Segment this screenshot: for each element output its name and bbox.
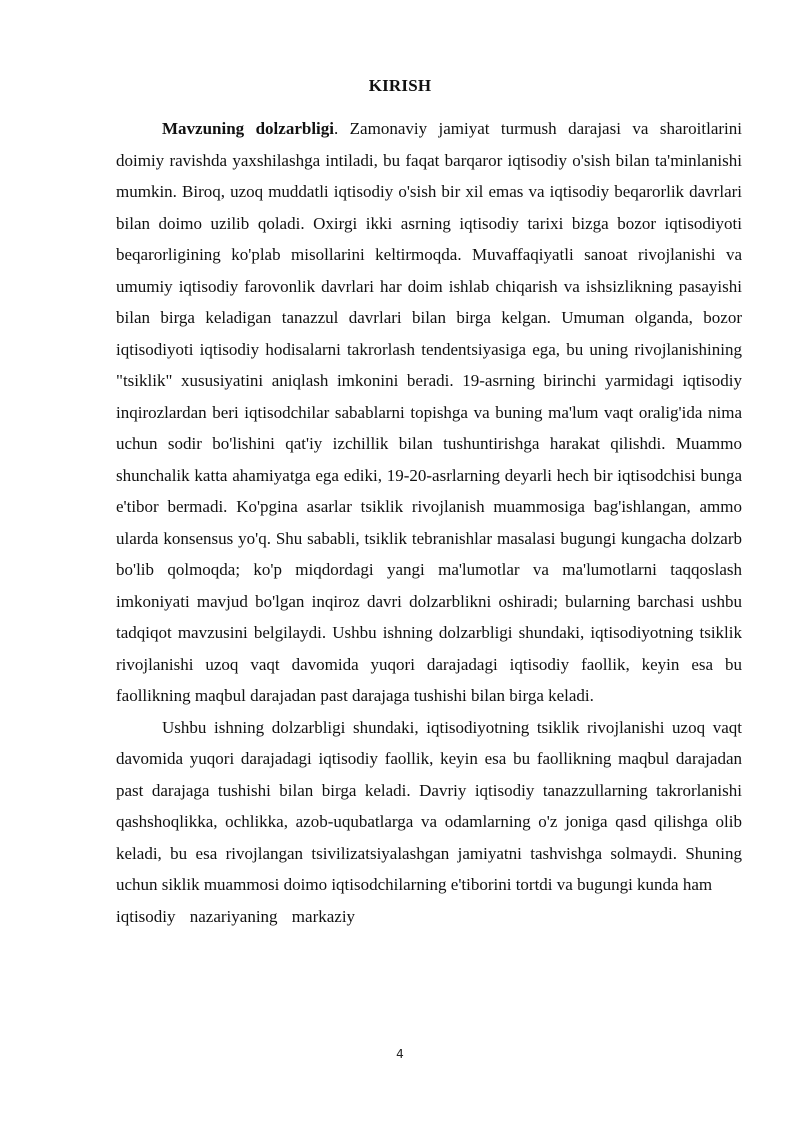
paragraph-1: [116, 113, 742, 712]
paragraph-1-text: Zamonaviy jamiyat turmush darajasi va sharoitlarini doimiy ravishda yaxshilashga intiladi, bu faqat barqaror iqtisodiy o'sish bilan ta'minlanishi mumkin. Biroq, uzoq muddatli iqtisodiy o'sish bir xil emas va iqtisodiy beqarorlik davrlari bilan doimo uzilib qoladi. Oxirgi ikki asrning iqtisodiy tarixi bizga bozor iqtisodiyoti beqarorligining ko'plab misollarini keltirmoqda. Muvaffaqiyatli sanoat rivojlanishi va umumiy iqtisodiy farovonlik davrlari har doim ishlab chiqarish va ishsizlikning pasayishi bilan birga keladigan tanazzul davrlari bilan birga kelgan. Umuman olganda, bozor iqtisodiyoti iqtisodiy hodisalarni takrorlash tendentsiyasiga ega, bu uning rivojlanishining "tsiklik" xususiyatini aniqlash imkonini beradi. 19-asrning birinchi yarmidagi iqtisodiy inqirozlardan beri iqtisodchilar sabablarni topishga va buning ma'lum vaqt oralig'ida nima uchun sodir bo'lishini qat'iy izchillik bilan tushuntirishga harakat qilishdi. Muammo shunchalik katta ahamiyatga ega ediki, 19-20-asrlarning deyarli hech bir iqtisodchisi bunga e'tibor bermadi. Ko'pgina asarlar tsiklik rivojlanish muammosiga bag'ishlangan, ammo ularda konsensus yo'q. Shu sababli, tsiklik tebranishlar masalasi bugungi kungacha dolzarb bo'lib qolmoqda; ko'p miqdordagi yangi ma'lumotlar va ma'lumotlarni taqqoslash imkoniyati mavjud bo'lgan inqiroz davri dolzarblikni oshiradi; bularning barchasi ushbu tadqiqot mavzusini belgilaydi. Ushbu ishning dolzarbligi shundaki, iqtisodiyotning tsiklik rivojlanishi uzoq vaqt davomida yuqori darajadagi iqtisodiy faollik, keyin esa bu faollikning maqbul darajadan past darajaga tushishi bilan birga keladi.: [116, 119, 742, 705]
paragraph-2-text: Ushbu ishning dolzarbligi shundaki, iqtisodiyotning tsiklik rivojlanishi uzoq vaqt davomida yuqori darajadagi iqtisodiy faollik, keyin esa bu faollikning maqbul darajadan past darajaga tushishi bilan birga keladi. Davriy iqtisodiy tanazzullarning takrorlanishi qashshoqlikka, ochlikka, azob-uqubatlarga va odamlarning o'z joniga qasd qilishga olib keladi, bu esa rivojlangan tsivilizatsiyalashgan jamiyatni tashvishga solmaydi. Shuning uchun siklik muammosi doimo iqtisodchilarning e'tiborini tortdi va bugungi kunda ham: [116, 717, 742, 894]
paragraph-2-continuation: iqtisodiy nazariyaning markaziy: [116, 906, 356, 926]
paragraph-lead-punctuation: .: [334, 119, 339, 138]
paragraph-lead: Mavzuning dolzarbligi: [162, 119, 334, 138]
page-number: 4: [396, 1047, 404, 1061]
section-title: KIRISH: [368, 76, 432, 95]
body-text: [116, 113, 742, 932]
paragraph-2: [116, 712, 742, 901]
